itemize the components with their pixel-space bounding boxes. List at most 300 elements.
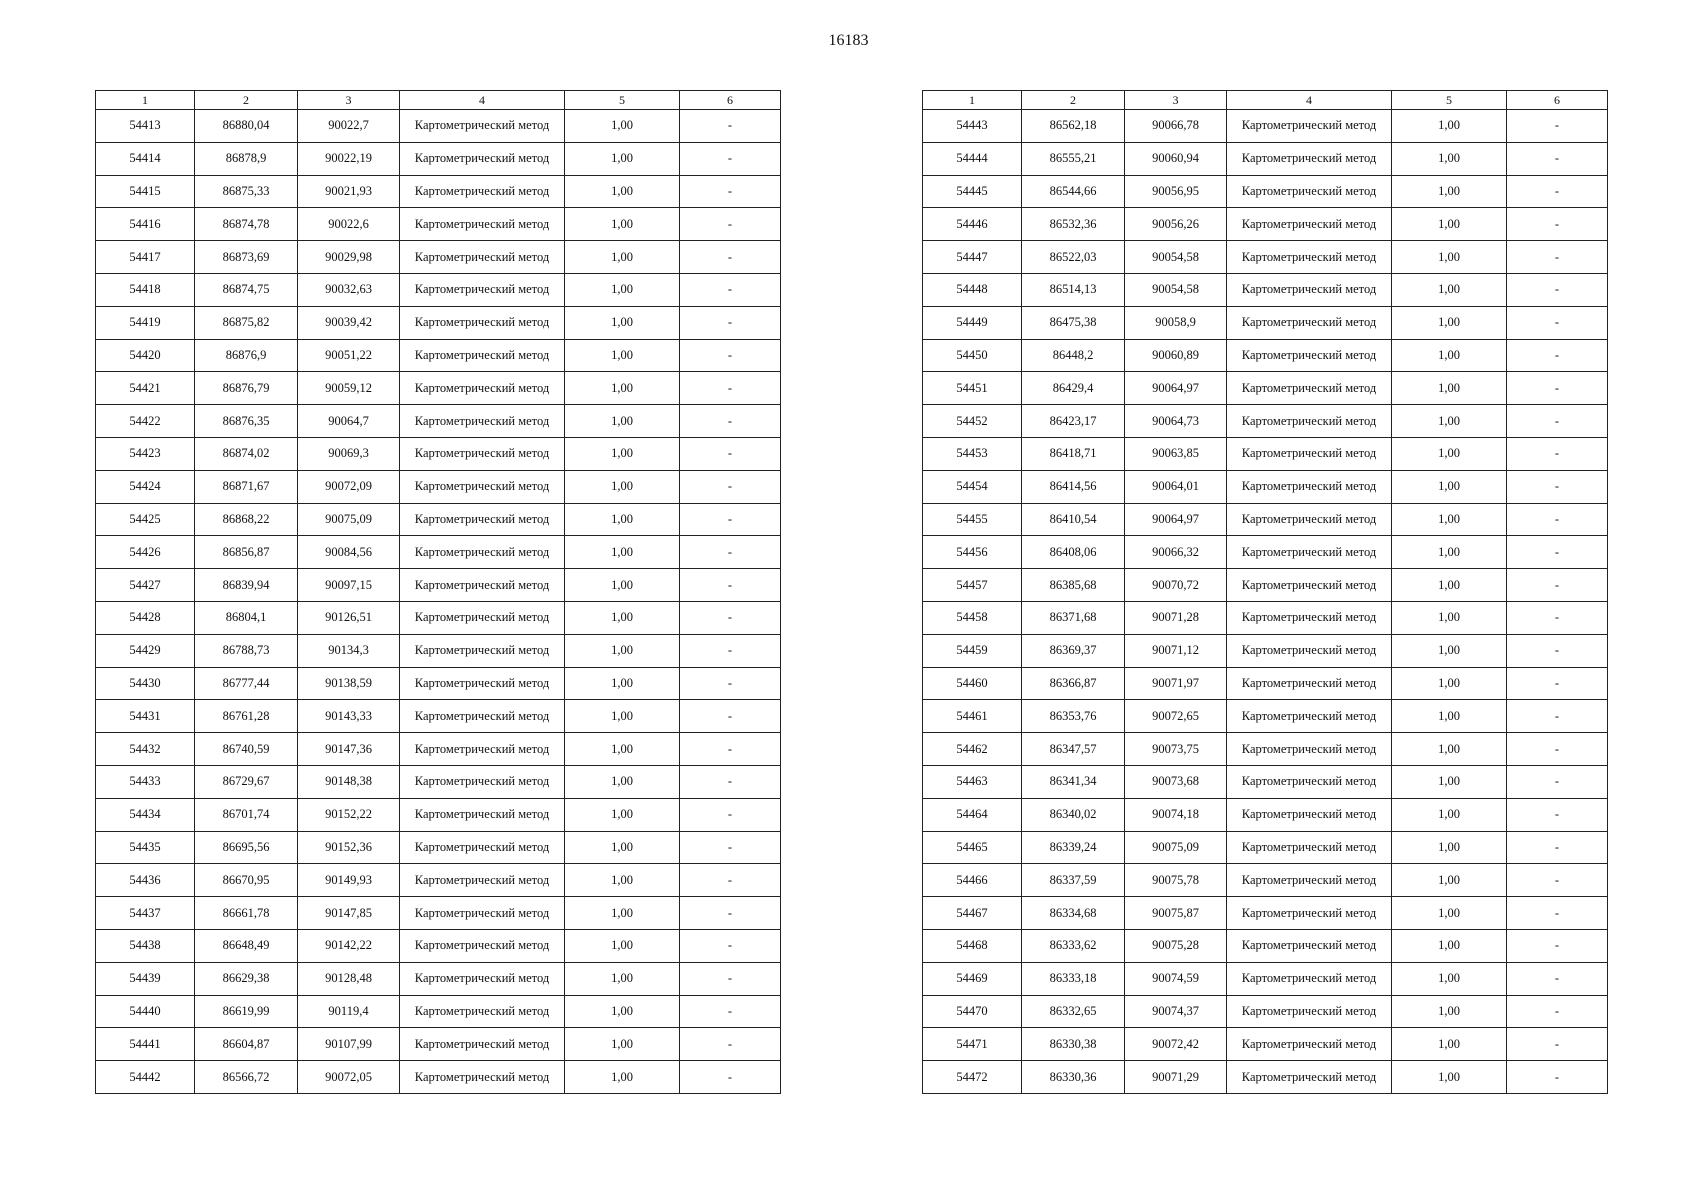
x-coordinate-cell: 86522,03 [1022, 241, 1125, 274]
note-cell: - [680, 765, 781, 798]
method-cell: Картометрический метод [400, 831, 565, 864]
method-cell: Картометрический метод [400, 470, 565, 503]
note-cell: - [1507, 1061, 1608, 1094]
x-coordinate-cell: 86873,69 [195, 241, 298, 274]
note-cell: - [1507, 110, 1608, 143]
point-number-cell: 54457 [923, 569, 1022, 602]
accuracy-cell: 1,00 [1392, 110, 1507, 143]
method-cell: Картометрический метод [1227, 962, 1392, 995]
table-row [923, 437, 1608, 470]
y-coordinate-cell: 90152,22 [298, 798, 400, 831]
table-body [96, 110, 781, 1094]
note-cell: - [1507, 306, 1608, 339]
coordinates-table-right [922, 90, 1608, 1094]
x-coordinate-cell: 86874,02 [195, 437, 298, 470]
method-cell: Картометрический метод [1227, 864, 1392, 897]
x-coordinate-cell: 86341,34 [1022, 765, 1125, 798]
y-coordinate-cell: 90152,36 [298, 831, 400, 864]
table-row [96, 470, 781, 503]
y-coordinate-cell: 90066,32 [1125, 536, 1227, 569]
accuracy-cell: 1,00 [565, 601, 680, 634]
point-number-cell: 54414 [96, 142, 195, 175]
column-header: 4 [1227, 91, 1392, 110]
note-cell: - [1507, 241, 1608, 274]
x-coordinate-cell: 86804,1 [195, 601, 298, 634]
note-cell: - [680, 1028, 781, 1061]
y-coordinate-cell: 90147,85 [298, 897, 400, 930]
method-cell: Картометрический метод [400, 700, 565, 733]
point-number-cell: 54417 [96, 241, 195, 274]
y-coordinate-cell: 90075,28 [1125, 929, 1227, 962]
method-cell: Картометрический метод [1227, 273, 1392, 306]
method-cell: Картометрический метод [1227, 536, 1392, 569]
accuracy-cell: 1,00 [1392, 175, 1507, 208]
accuracy-cell: 1,00 [1392, 798, 1507, 831]
x-coordinate-cell: 86875,82 [195, 306, 298, 339]
table-header-row [96, 91, 781, 110]
table-row [923, 831, 1608, 864]
method-cell: Картометрический метод [400, 1061, 565, 1094]
point-number-cell: 54443 [923, 110, 1022, 143]
table-row [923, 306, 1608, 339]
x-coordinate-cell: 86880,04 [195, 110, 298, 143]
y-coordinate-cell: 90056,95 [1125, 175, 1227, 208]
point-number-cell: 54418 [96, 273, 195, 306]
accuracy-cell: 1,00 [565, 142, 680, 175]
y-coordinate-cell: 90071,28 [1125, 601, 1227, 634]
table-row [923, 601, 1608, 634]
table-row [923, 339, 1608, 372]
accuracy-cell: 1,00 [1392, 700, 1507, 733]
accuracy-cell: 1,00 [565, 798, 680, 831]
x-coordinate-cell: 86544,66 [1022, 175, 1125, 208]
accuracy-cell: 1,00 [565, 470, 680, 503]
accuracy-cell: 1,00 [1392, 601, 1507, 634]
accuracy-cell: 1,00 [565, 503, 680, 536]
note-cell: - [680, 1061, 781, 1094]
method-cell: Картометрический метод [1227, 208, 1392, 241]
method-cell: Картометрический метод [400, 897, 565, 930]
method-cell: Картометрический метод [1227, 503, 1392, 536]
accuracy-cell: 1,00 [1392, 1061, 1507, 1094]
note-cell: - [680, 241, 781, 274]
note-cell: - [680, 339, 781, 372]
point-number-cell: 54433 [96, 765, 195, 798]
table-row [923, 142, 1608, 175]
table-row [96, 503, 781, 536]
point-number-cell: 54469 [923, 962, 1022, 995]
note-cell: - [1507, 470, 1608, 503]
table-row [923, 1061, 1608, 1094]
accuracy-cell: 1,00 [1392, 372, 1507, 405]
note-cell: - [1507, 536, 1608, 569]
table-row [96, 864, 781, 897]
column-header: 1 [96, 91, 195, 110]
method-cell: Картометрический метод [400, 142, 565, 175]
point-number-cell: 54467 [923, 897, 1022, 930]
table-row [96, 208, 781, 241]
method-cell: Картометрический метод [1227, 372, 1392, 405]
accuracy-cell: 1,00 [565, 1061, 680, 1094]
point-number-cell: 54435 [96, 831, 195, 864]
table-row [96, 175, 781, 208]
point-number-cell: 54450 [923, 339, 1022, 372]
x-coordinate-cell: 86418,71 [1022, 437, 1125, 470]
table-row [923, 798, 1608, 831]
x-coordinate-cell: 86330,38 [1022, 1028, 1125, 1061]
note-cell: - [1507, 208, 1608, 241]
note-cell: - [680, 405, 781, 438]
point-number-cell: 54440 [96, 995, 195, 1028]
accuracy-cell: 1,00 [565, 831, 680, 864]
y-coordinate-cell: 90075,87 [1125, 897, 1227, 930]
column-header: 5 [1392, 91, 1507, 110]
column-header: 1 [923, 91, 1022, 110]
table-header-row [923, 91, 1608, 110]
accuracy-cell: 1,00 [1392, 667, 1507, 700]
point-number-cell: 54468 [923, 929, 1022, 962]
point-number-cell: 54416 [96, 208, 195, 241]
note-cell: - [680, 470, 781, 503]
y-coordinate-cell: 90097,15 [298, 569, 400, 602]
note-cell: - [1507, 569, 1608, 602]
table-row [923, 765, 1608, 798]
x-coordinate-cell: 86695,56 [195, 831, 298, 864]
x-coordinate-cell: 86366,87 [1022, 667, 1125, 700]
y-coordinate-cell: 90056,26 [1125, 208, 1227, 241]
table-row [96, 372, 781, 405]
table-row [96, 765, 781, 798]
table-row [96, 569, 781, 602]
table-row [923, 372, 1608, 405]
accuracy-cell: 1,00 [1392, 142, 1507, 175]
x-coordinate-cell: 86874,78 [195, 208, 298, 241]
table-row [96, 798, 781, 831]
x-coordinate-cell: 86562,18 [1022, 110, 1125, 143]
y-coordinate-cell: 90058,9 [1125, 306, 1227, 339]
y-coordinate-cell: 90075,09 [298, 503, 400, 536]
table-row [923, 995, 1608, 1028]
note-cell: - [680, 372, 781, 405]
x-coordinate-cell: 86408,06 [1022, 536, 1125, 569]
table-row [923, 634, 1608, 667]
note-cell: - [1507, 929, 1608, 962]
x-coordinate-cell: 86839,94 [195, 569, 298, 602]
point-number-cell: 54422 [96, 405, 195, 438]
y-coordinate-cell: 90069,3 [298, 437, 400, 470]
x-coordinate-cell: 86876,79 [195, 372, 298, 405]
accuracy-cell: 1,00 [565, 208, 680, 241]
note-cell: - [1507, 864, 1608, 897]
x-coordinate-cell: 86414,56 [1022, 470, 1125, 503]
table-row [923, 470, 1608, 503]
point-number-cell: 54421 [96, 372, 195, 405]
accuracy-cell: 1,00 [565, 962, 680, 995]
y-coordinate-cell: 90071,29 [1125, 1061, 1227, 1094]
y-coordinate-cell: 90060,94 [1125, 142, 1227, 175]
x-coordinate-cell: 86670,95 [195, 864, 298, 897]
method-cell: Картометрический метод [400, 437, 565, 470]
point-number-cell: 54441 [96, 1028, 195, 1061]
table-row [923, 569, 1608, 602]
point-number-cell: 54442 [96, 1061, 195, 1094]
note-cell: - [1507, 273, 1608, 306]
accuracy-cell: 1,00 [565, 897, 680, 930]
point-number-cell: 54431 [96, 700, 195, 733]
table-row [923, 241, 1608, 274]
accuracy-cell: 1,00 [565, 273, 680, 306]
note-cell: - [1507, 339, 1608, 372]
note-cell: - [680, 306, 781, 339]
point-number-cell: 54444 [923, 142, 1022, 175]
point-number-cell: 54424 [96, 470, 195, 503]
y-coordinate-cell: 90063,85 [1125, 437, 1227, 470]
note-cell: - [680, 798, 781, 831]
note-cell: - [1507, 1028, 1608, 1061]
accuracy-cell: 1,00 [1392, 929, 1507, 962]
note-cell: - [1507, 437, 1608, 470]
accuracy-cell: 1,00 [565, 536, 680, 569]
y-coordinate-cell: 90066,78 [1125, 110, 1227, 143]
method-cell: Картометрический метод [1227, 437, 1392, 470]
accuracy-cell: 1,00 [1392, 536, 1507, 569]
accuracy-cell: 1,00 [565, 1028, 680, 1061]
accuracy-cell: 1,00 [1392, 208, 1507, 241]
point-number-cell: 54426 [96, 536, 195, 569]
x-coordinate-cell: 86629,38 [195, 962, 298, 995]
method-cell: Картометрический метод [400, 634, 565, 667]
point-number-cell: 54420 [96, 339, 195, 372]
table-row [96, 306, 781, 339]
method-cell: Картометрический метод [1227, 700, 1392, 733]
method-cell: Картометрический метод [400, 1028, 565, 1061]
accuracy-cell: 1,00 [565, 569, 680, 602]
x-coordinate-cell: 86878,9 [195, 142, 298, 175]
point-number-cell: 54452 [923, 405, 1022, 438]
y-coordinate-cell: 90054,58 [1125, 241, 1227, 274]
accuracy-cell: 1,00 [565, 700, 680, 733]
method-cell: Картометрический метод [400, 995, 565, 1028]
note-cell: - [1507, 601, 1608, 634]
method-cell: Картометрический метод [400, 208, 565, 241]
x-coordinate-cell: 86555,21 [1022, 142, 1125, 175]
x-coordinate-cell: 86448,2 [1022, 339, 1125, 372]
point-number-cell: 54447 [923, 241, 1022, 274]
note-cell: - [1507, 372, 1608, 405]
accuracy-cell: 1,00 [1392, 995, 1507, 1028]
table-row [96, 667, 781, 700]
accuracy-cell: 1,00 [1392, 765, 1507, 798]
point-number-cell: 54436 [96, 864, 195, 897]
note-cell: - [680, 929, 781, 962]
table-row [96, 1061, 781, 1094]
column-header: 4 [400, 91, 565, 110]
accuracy-cell: 1,00 [1392, 569, 1507, 602]
note-cell: - [680, 864, 781, 897]
column-header: 6 [1507, 91, 1608, 110]
accuracy-cell: 1,00 [1392, 339, 1507, 372]
accuracy-cell: 1,00 [1392, 897, 1507, 930]
note-cell: - [1507, 831, 1608, 864]
note-cell: - [1507, 962, 1608, 995]
table-row [96, 1028, 781, 1061]
method-cell: Картометрический метод [1227, 241, 1392, 274]
point-number-cell: 54430 [96, 667, 195, 700]
point-number-cell: 54413 [96, 110, 195, 143]
method-cell: Картометрический метод [1227, 897, 1392, 930]
point-number-cell: 54451 [923, 372, 1022, 405]
y-coordinate-cell: 90070,72 [1125, 569, 1227, 602]
note-cell: - [1507, 897, 1608, 930]
method-cell: Картометрический метод [400, 798, 565, 831]
point-number-cell: 54423 [96, 437, 195, 470]
y-coordinate-cell: 90039,42 [298, 306, 400, 339]
point-number-cell: 54434 [96, 798, 195, 831]
accuracy-cell: 1,00 [1392, 733, 1507, 766]
method-cell: Картометрический метод [1227, 995, 1392, 1028]
y-coordinate-cell: 90051,22 [298, 339, 400, 372]
x-coordinate-cell: 86566,72 [195, 1061, 298, 1094]
y-coordinate-cell: 90107,99 [298, 1028, 400, 1061]
point-number-cell: 54425 [96, 503, 195, 536]
table-row [923, 962, 1608, 995]
y-coordinate-cell: 90149,93 [298, 864, 400, 897]
method-cell: Картометрический метод [400, 733, 565, 766]
accuracy-cell: 1,00 [565, 241, 680, 274]
y-coordinate-cell: 90126,51 [298, 601, 400, 634]
note-cell: - [1507, 798, 1608, 831]
table-row [96, 700, 781, 733]
point-number-cell: 54461 [923, 700, 1022, 733]
method-cell: Картометрический метод [1227, 175, 1392, 208]
y-coordinate-cell: 90064,01 [1125, 470, 1227, 503]
point-number-cell: 54432 [96, 733, 195, 766]
x-coordinate-cell: 86429,4 [1022, 372, 1125, 405]
accuracy-cell: 1,00 [1392, 273, 1507, 306]
table-row [923, 110, 1608, 143]
table-row [96, 437, 781, 470]
y-coordinate-cell: 90072,05 [298, 1061, 400, 1094]
table-row [923, 897, 1608, 930]
column-header: 2 [1022, 91, 1125, 110]
table-row [923, 929, 1608, 962]
x-coordinate-cell: 86619,99 [195, 995, 298, 1028]
x-coordinate-cell: 86532,36 [1022, 208, 1125, 241]
note-cell: - [1507, 995, 1608, 1028]
table-row [96, 110, 781, 143]
accuracy-cell: 1,00 [565, 110, 680, 143]
y-coordinate-cell: 90075,09 [1125, 831, 1227, 864]
accuracy-cell: 1,00 [565, 864, 680, 897]
method-cell: Картометрический метод [1227, 405, 1392, 438]
y-coordinate-cell: 90064,73 [1125, 405, 1227, 438]
x-coordinate-cell: 86740,59 [195, 733, 298, 766]
accuracy-cell: 1,00 [565, 929, 680, 962]
column-header: 3 [298, 91, 400, 110]
y-coordinate-cell: 90022,19 [298, 142, 400, 175]
point-number-cell: 54454 [923, 470, 1022, 503]
accuracy-cell: 1,00 [1392, 241, 1507, 274]
note-cell: - [1507, 634, 1608, 667]
accuracy-cell: 1,00 [1392, 306, 1507, 339]
table-row [96, 897, 781, 930]
x-coordinate-cell: 86369,37 [1022, 634, 1125, 667]
note-cell: - [1507, 142, 1608, 175]
method-cell: Картометрический метод [400, 306, 565, 339]
x-coordinate-cell: 86777,44 [195, 667, 298, 700]
y-coordinate-cell: 90032,63 [298, 273, 400, 306]
x-coordinate-cell: 86871,67 [195, 470, 298, 503]
method-cell: Картометрический метод [1227, 470, 1392, 503]
y-coordinate-cell: 90084,56 [298, 536, 400, 569]
table-row [96, 339, 781, 372]
accuracy-cell: 1,00 [565, 372, 680, 405]
y-coordinate-cell: 90074,59 [1125, 962, 1227, 995]
method-cell: Картометрический метод [1227, 569, 1392, 602]
y-coordinate-cell: 90072,65 [1125, 700, 1227, 733]
note-cell: - [1507, 765, 1608, 798]
point-number-cell: 54456 [923, 536, 1022, 569]
y-coordinate-cell: 90134,3 [298, 634, 400, 667]
table-row [96, 273, 781, 306]
method-cell: Картометрический метод [400, 241, 565, 274]
note-cell: - [680, 536, 781, 569]
x-coordinate-cell: 86371,68 [1022, 601, 1125, 634]
y-coordinate-cell: 90119,4 [298, 995, 400, 1028]
x-coordinate-cell: 86876,9 [195, 339, 298, 372]
point-number-cell: 54465 [923, 831, 1022, 864]
accuracy-cell: 1,00 [565, 306, 680, 339]
note-cell: - [680, 175, 781, 208]
note-cell: - [680, 831, 781, 864]
method-cell: Картометрический метод [1227, 601, 1392, 634]
note-cell: - [680, 208, 781, 241]
accuracy-cell: 1,00 [565, 765, 680, 798]
method-cell: Картометрический метод [1227, 929, 1392, 962]
accuracy-cell: 1,00 [565, 175, 680, 208]
x-coordinate-cell: 86410,54 [1022, 503, 1125, 536]
table-row [96, 142, 781, 175]
column-header: 3 [1125, 91, 1227, 110]
y-coordinate-cell: 90073,68 [1125, 765, 1227, 798]
point-number-cell: 54459 [923, 634, 1022, 667]
point-number-cell: 54458 [923, 601, 1022, 634]
note-cell: - [680, 437, 781, 470]
accuracy-cell: 1,00 [565, 733, 680, 766]
method-cell: Картометрический метод [400, 405, 565, 438]
x-coordinate-cell: 86332,65 [1022, 995, 1125, 1028]
table-row [96, 241, 781, 274]
note-cell: - [680, 569, 781, 602]
accuracy-cell: 1,00 [1392, 503, 1507, 536]
accuracy-cell: 1,00 [565, 437, 680, 470]
x-coordinate-cell: 86334,68 [1022, 897, 1125, 930]
table-row [96, 995, 781, 1028]
method-cell: Картометрический метод [1227, 765, 1392, 798]
method-cell: Картометрический метод [1227, 798, 1392, 831]
table-row [96, 634, 781, 667]
point-number-cell: 54427 [96, 569, 195, 602]
x-coordinate-cell: 86385,68 [1022, 569, 1125, 602]
table-row [96, 601, 781, 634]
y-coordinate-cell: 90060,89 [1125, 339, 1227, 372]
y-coordinate-cell: 90072,09 [298, 470, 400, 503]
method-cell: Картометрический метод [400, 503, 565, 536]
y-coordinate-cell: 90074,37 [1125, 995, 1227, 1028]
x-coordinate-cell: 86701,74 [195, 798, 298, 831]
note-cell: - [1507, 733, 1608, 766]
point-number-cell: 54419 [96, 306, 195, 339]
